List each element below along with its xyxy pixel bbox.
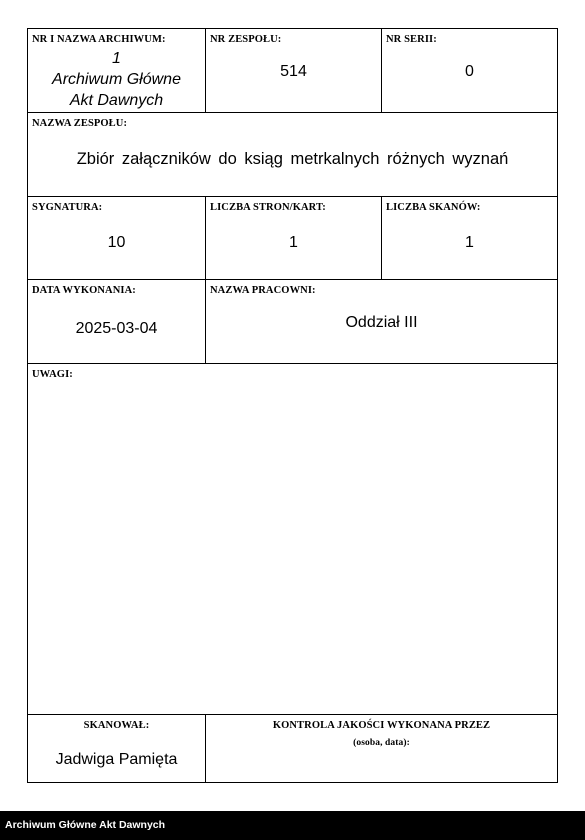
archive-label: NR I NAZWA ARCHIWUM: <box>32 34 166 45</box>
row-remarks <box>28 363 557 714</box>
cell-series-number <box>381 29 557 112</box>
cell-archive <box>28 29 205 112</box>
date-label: DATA WYKONANIA: <box>32 285 136 296</box>
fonds-name-label: NAZWA ZESPOŁU: <box>32 118 128 129</box>
quality-label: KONTROLA JAKOŚCI WYKONANA PRZEZ <box>272 720 491 731</box>
fonds-name-value: Zbiór załączników do ksiąg metrkalnych różnych wyznań <box>76 150 509 168</box>
date-value: 2025-03-04 <box>75 320 158 337</box>
footer-text: Archiwum Główne Akt Dawnych <box>5 819 166 831</box>
archive-value <box>28 48 205 111</box>
archive-number: 1 <box>112 50 121 67</box>
archive-name-line2: Akt Dawnych <box>69 92 164 109</box>
scans-label: LICZBA SKANÓW: <box>386 202 481 213</box>
scanned-by-label: SKANOWAŁ: <box>83 720 150 731</box>
row-date-workshop <box>28 279 557 363</box>
signature-value: 10 <box>107 234 126 251</box>
row-counts <box>28 196 557 279</box>
row-archive <box>28 29 557 112</box>
series-number-label: NR SERII: <box>386 34 437 45</box>
remarks-label: UWAGI: <box>32 369 73 380</box>
quality-sub: (osoba, data): <box>353 738 410 748</box>
cell-fonds-number <box>205 29 381 112</box>
cell-scanned-by <box>28 715 205 782</box>
metadata-form <box>27 28 558 783</box>
cell-signature <box>28 197 205 279</box>
cell-pages <box>205 197 381 279</box>
scans-value: 1 <box>465 234 474 251</box>
row-fonds-name <box>28 112 557 196</box>
workshop-value: Oddział III <box>345 314 418 331</box>
footer-bar <box>0 811 585 840</box>
series-number-value: 0 <box>465 63 474 80</box>
pages-value: 1 <box>289 234 298 251</box>
row-signoff <box>28 714 557 782</box>
scanned-by-value: Jadwiga Pamięta <box>55 751 178 768</box>
cell-workshop <box>205 280 557 363</box>
signature-label: SYGNATURA: <box>32 202 103 213</box>
archive-name-line1: Archiwum Główne <box>52 71 181 88</box>
workshop-label: NAZWA PRACOWNI: <box>210 285 316 296</box>
cell-scans <box>381 197 557 279</box>
cell-quality <box>205 715 557 782</box>
pages-label: LICZBA STRON/KART: <box>210 202 326 213</box>
cell-date <box>28 280 205 363</box>
fonds-number-value: 514 <box>280 63 307 80</box>
fonds-number-label: NR ZESPOŁU: <box>210 34 282 45</box>
